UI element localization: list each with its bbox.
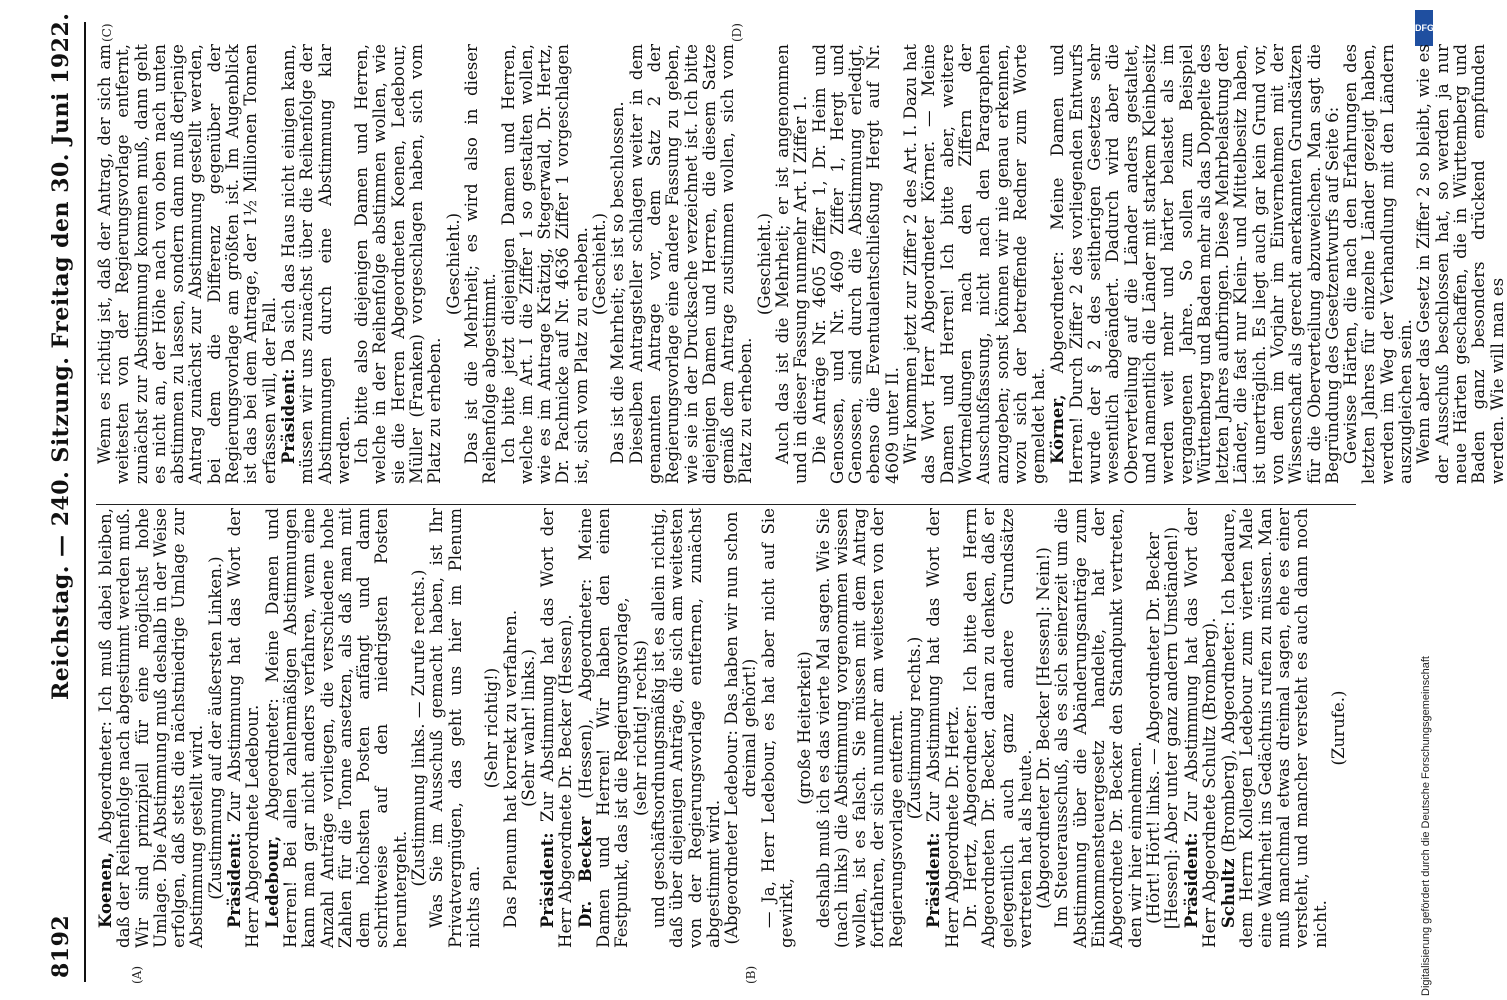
paragraph-text: Das ist die Mehrheit; es ist so beschlossen. — [608, 101, 628, 465]
interjection: (Hört! Hört! links. — Abgeordneter Dr. Becker [Hessen]: Aber unter ganz andern Umständen!) — [1143, 526, 1182, 930]
paragraph-text: Zur Abstimmung hat das Wort der Herr Abgeordnete Schultz (Bromberg). — [1181, 508, 1219, 948]
speaker-name: Ledebour, — [261, 835, 282, 929]
margin-marker-d: (D) — [730, 23, 744, 42]
page-number: 8192 — [48, 914, 74, 978]
interjection: (Abgeordneter Dr. Becker [Hessen]: Nein!) — [1034, 547, 1054, 909]
paragraph-text: Was Sie im Ausschuß gemacht haben, ist Ihr Privatvergnügen, das geht uns hier im Plenum nichts an. — [427, 508, 483, 948]
paragraph — [96, 44, 279, 484]
digitization-credit: Digitalisierung gefördert durch die Deutsche Forschungsgemeinschaft — [1420, 656, 1432, 996]
paragraph — [1182, 508, 1220, 948]
margin-marker-b: (B) — [744, 965, 758, 984]
paragraph — [628, 44, 756, 484]
interjection: (Geschieht.) — [443, 212, 463, 316]
interjection: (Abgeordneter Ledebour: Das haben wir nun schon dreimal gehört!) — [722, 511, 760, 945]
paragraph — [96, 508, 207, 948]
paragraph-text: Dr. Hertz, Abgeordneter: Ich bitte den Herrn Abgeordneten Dr. Becker, daran zu denken, daß er gelegentlich auch ganz andere Grundsätze vertreten hat als heute. — [960, 508, 1035, 948]
paragraph-text: Wir kommen jetzt zur Ziffer 2 des Art. I. Dazu hat das Wort Herr Abgeordneter Körner. — Meine Damen und Herren! Ich bitte aber, weitere Wortmeldungen nach den Ziffern der Ausschußfassung, nicht nach den Paragraphen anzugeben; sonst können wir nie genau erkennen, wozu sich der betreffende Redner zum Worte gemeldet hat. — [901, 44, 1049, 484]
paragraph-text: deshalb muß ich es das vierte Mal sagen. Wie Sie (nach links) die Abstimmung vorgenommen wissen wollen, ist es falsch. Sie müssen mit dem Antrag fortfahren, der sich nunmehr am weitesten von der Regierungsvorlage entfernt. — [813, 508, 906, 948]
speaker-name: Präsident: — [224, 832, 245, 929]
speaker-name: Präsident: — [277, 368, 298, 465]
paragraph-text: Das Plenum hat korrekt zu verfahren. — [500, 609, 520, 929]
paragraph — [576, 508, 632, 948]
paragraph-text: (Bromberg), Abgeordneter: Ich bedaure, dem Herrn Kollegen Ledebour zum vierten Male eine Wahrheit ins Gedächtnis rufen zu müssen. Man muß manchmal etwas dreimal sagen, ehe es einer versteht, und mancher versteht es auch dann noch nicht. — [1219, 508, 1330, 948]
paragraph — [428, 508, 483, 948]
paragraph — [225, 508, 263, 948]
paragraph — [760, 508, 797, 948]
paragraph — [1053, 508, 1144, 948]
paragraph — [353, 44, 444, 484]
paragraph-text: Da sich das Haus nicht einigen kann, müssen wir uns zunächst über die Reihenfolge der Abstimmungen durch eine Abstimmung klar werden. — [278, 44, 353, 484]
paragraph — [811, 44, 902, 484]
paragraph-text: Das ist die Mehrheit; es wird also in dieser Reihenfolge abgestimmt. — [461, 44, 500, 484]
paragraph-text: Abgeordneter: Meine Damen und Herren! Durch Ziffer 2 des vorliegenden Entwurfs wurde der § 2 des seitherigen Gesetzes sehr wesentlich abgeändert. Dadurch wird aber die Oberverteilung auf die Länder anders gestaltet, und namentlich die Länder mit starkem Kleinbesitz werden weit mehr und härter belastet als im vergangenen Jahre. So sollen zum Beispiel Württemberg und Baden mehr als das Doppelte des letzten Jahres aufbringen. Diese Mehrbelastung der Länder, die fast nur Klein- und Mittelbesitz haben, ist unerträglich. Es liegt auch gar kein Grund vor, von dem im Vorjahr im Einvernehmen mit der Wissenschaft als gerecht anerkannten Grundsätzen für die Oberverteilung abzuweichen. Man sagt die Begründung des Gesetzentwurfs auf Seite 6: — [1048, 44, 1342, 484]
paragraph-text: Gewisse Härten, die nach den Erfahrungen des letzten Jahres für einzelne Länder gezeigt haben, werden im Weg der Verhandlung mit den Ländern auszugleichen sein. — [1341, 44, 1416, 484]
margin-marker-a: (A) — [130, 965, 144, 984]
paragraph — [774, 44, 811, 484]
paragraph — [1415, 44, 1506, 484]
paragraph-text: Zur Abstimmung hat das Wort der Herr Abgeordnete Dr. Hertz. — [924, 508, 962, 948]
paragraph-text: Im Steuerausschuß, als es sich seinerzeit um die Abstimmung über die Abänderungsanträge zum Einkommensteuergesetz handelte, hat der Abgeordnete Dr. Becker den Standpunkt vertreten, den wir hier einnehmen. — [1052, 508, 1145, 948]
paragraph-text: Dieselben Antragsteller schlagen weiter in dem genannten Antrage vor, dem Satz 2 der Regierungsvorlage eine andere Fassung zu geben, wie sie in der Drucksache verzeichnet ist. Ich bitte diejenigen Damen und Herren, die diesem Satze gemäß dem Antrage zustimmen wollen, sich vom Platz zu erheben. — [626, 44, 756, 484]
paragraph — [263, 508, 410, 948]
paragraph — [1342, 44, 1415, 484]
interjection: (Sehr richtig!) — [482, 667, 502, 789]
paragraph-text: Zur Abstimmung hat das Wort der Herr Abgeordnete Ledebour. — [225, 508, 263, 948]
column-separator — [96, 504, 1356, 505]
paragraph — [463, 44, 500, 484]
speaker-name: Präsident: — [537, 832, 558, 929]
interjection: (Zustimmung links. — Zurufe rechts.) — [409, 569, 429, 887]
right-column — [95, 44, 1507, 484]
paragraph — [1048, 44, 1342, 484]
paragraph-text: — Ja, Herr Ledebour, es hat aber nicht auf Sie gewirkt, — [758, 508, 796, 948]
margin-marker-c: (C) — [100, 23, 114, 42]
speaker-name: Körner, — [1047, 394, 1068, 465]
paragraph — [1219, 508, 1330, 948]
interjection: (Geschieht.) — [590, 212, 610, 316]
interjection: (Geschieht.) — [754, 212, 774, 316]
paragraph — [538, 508, 576, 948]
paragraph — [609, 44, 627, 484]
dfg-logo: DFG — [1415, 10, 1433, 46]
paragraph-text: Zur Abstimmung hat das Wort der Herr Abgeordnete Dr. Becker (Hessen). — [538, 508, 576, 948]
paragraph-text: Wenn aber das Gesetz in Ziffer 2 so bleibt, wie es der Ausschuß beschlossen hat, so werden ja nur neue Härten geschaffen, die in Württemberg und Baden ganz besonders drückend empfunden werden. Wie will man es — [1414, 44, 1507, 484]
paragraph-text: Auch das ist die Mehrheit; er ist angenommen und in dieser Fassung nunmehr Art. I Ziffer 1. — [772, 44, 811, 484]
speaker-name: Präsident: — [1180, 832, 1201, 929]
paragraph-text: Abgeordneter: Ich muß dabei bleiben, daß der Reihenfolge nach abgestimmt werden muß. Wir sind prinzipiell für eine möglichst hohe Umlage. Die Abstimmung muß deshalb in der Weise erfolgen, daß stets die nächstniedrige Umlage zur Abstimmung gestellt wird. — [96, 508, 207, 948]
page-title: Reichstag. — 240. Sitzung. Freitag den 30. Juni 1922. — [48, 12, 74, 700]
left-column — [96, 508, 1356, 948]
paragraph — [924, 508, 962, 948]
paragraph — [500, 44, 591, 484]
speaker-name: Präsident: — [923, 832, 944, 929]
paragraph — [650, 508, 723, 948]
paragraph — [815, 508, 906, 948]
paragraph-text: Ich bitte also diejenigen Damen und Herren, welche in der Reihenfolge abstimmen wollen, wie sie die Herren Abgeordneten Koenen, Ledebour, Müller (Franken) vorgeschlagen haben, sich vom Platz zu erheben. — [352, 44, 445, 484]
paragraph-text: Die Anträge Nr. 4605 Ziffer 1, Dr. Heim und Genossen, und Nr. 4609 Ziffer 1, Hergt und Genossen, sind durch die Abstimmung erledigt, ebenso die Eventualentschließung Hergt auf Nr. 4609 unter II. — [809, 44, 902, 484]
paragraph-text: und geschäftsordnungsmäßig ist es allein richtig, daß über diejenigen Anträge, die sich am weitesten von der Regierungsvorlage entfernen, zunächst abgestimmt wird. — [648, 508, 723, 948]
interjection: (Sehr wahr! links.) — [518, 649, 538, 807]
paragraph — [902, 44, 1048, 484]
paragraph-text: Abgeordneter: Meine Damen und Herren! Bei allen zahlenmäßigen Abstimmungen kann man gar nicht anders verfahren, wenn eine Anzahl Anträge vorliegen, die verschiedene hohe Zahlen für die Tonne ansetzen, als daß man mit dem höchsten Posten anfängt und dann schrittweise auf den niedrigsten Posten heruntergeht. — [262, 508, 410, 948]
interjection: (Zurufe.) — [1328, 690, 1348, 766]
paragraph — [279, 44, 353, 484]
paragraph — [502, 508, 520, 948]
speaker-name: Koenen, — [95, 851, 115, 929]
page-header — [48, 0, 84, 1000]
header-rule — [84, 22, 86, 982]
speaker-name: Dr. Becker — [574, 816, 595, 929]
paragraph-text: Ich bitte jetzt diejenigen Damen und Herren, welche im Art. I die Ziffer 1 so gestalten wollen, wie es im Antrage Krätzig, Stegerwald, Dr. Hertz, Dr. Pachnicke auf Nr. 4636 Ziffer 1 vorgeschlagen ist, sich vom Platz zu erheben. — [498, 44, 591, 484]
paragraph-text: Wenn es richtig ist, daß der Antrag, der sich am weitesten von der Regierungsvorlage entfernt, zunächst zur Abstimmung kommen muß, dann geht es nicht an, der Höhe nach von oben nach unten abstimmen zu lassen, sondern dann muß derjenige Antrag zunächst zur Abstimmung gestellt werden, bei dem die Differenz gegenüber der Regierungsvorlage am größten ist. Im Augenblick ist das bei dem Antrage, der 1½ Millionen Tonnen erfassen will, der Fall. — [95, 44, 279, 484]
interjection: (Zustimmung auf der äußersten Linken.) — [205, 556, 225, 900]
speaker-name: Schultz — [1218, 858, 1239, 929]
interjection: (Zustimmung rechts.) — [905, 636, 925, 820]
interjection: (große Heiterkeit) — [795, 651, 815, 805]
paragraph-text: (Hessen), Abgeordneter: Meine Damen und Herren! Wir haben den einen Festpunkt, das ist die Regierungsvorlage, — [575, 508, 632, 948]
interjection: (sehr richtig! rechts) — [630, 640, 650, 816]
paragraph — [962, 508, 1035, 948]
